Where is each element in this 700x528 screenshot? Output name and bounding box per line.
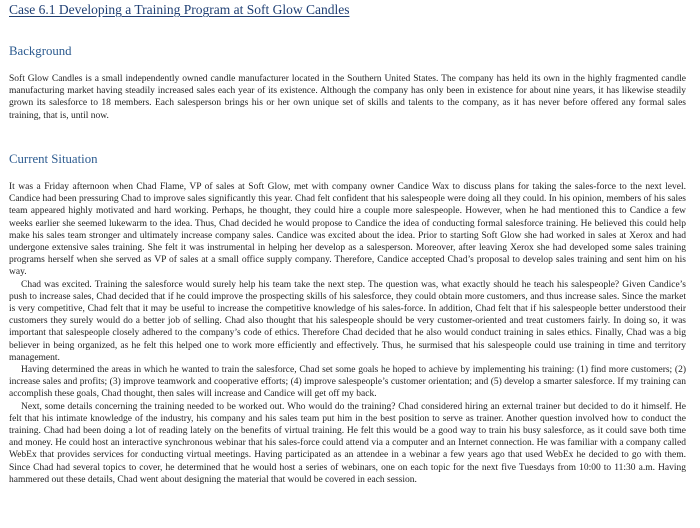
current-situation-heading: Current Situation bbox=[9, 152, 98, 166]
case-title: Case 6.1 Developing a Training Program at Soft Glow Candles bbox=[9, 2, 350, 17]
current-situation-body bbox=[9, 181, 686, 486]
current-situation-paragraph-2: Chad was excited. Training the salesforce would surely help his team take the next step. The question was, what exactly should he teach his salespeople? Given Candice’s push to increase sales, Chad decided that if he could improve the prospecting skills of his salesforce, they could obtain more customers, and thus increase sales. Since the market is very competitive, Chad felt that it may be useful to increase the competitive knowledge of his sales-force. In addition, Chad felt that if his salespeople better understood their customers they surely would do a better job of selling. Chad also thought that his salespeople should be very customer-oriented and treat customers fairly. In doing so, it was important that salespeople closely adhered to the company’s code of ethics. Therefore Chad decided that he also would conduct training in sales ethics. Finally, Chad was a big believer in being organized, as he felt this helped one to work more efficiently and effectively. Thus, he surmised that his salespeople could use training in time and territory management. bbox=[9, 279, 686, 363]
background-heading: Background bbox=[9, 44, 72, 58]
current-situation-paragraph-3: Having determined the areas in which he wanted to train the salesforce, Chad set some goals he hoped to achieve by implementing his training: (1) find more customers; (2) increase sales and profits; (3) improve teamwork and cooperative efforts; (4) improve salespeople’s customer orientation; and (5) develop a smarter salesforce. If my training can accomplish these goals, Chad thought, then sales will increase and Candice will get off my back. bbox=[9, 365, 686, 400]
current-situation-paragraph-1: It was a Friday afternoon when Chad Flame, VP of sales at Soft Glow, met with company owner Candice Wax to discuss plans for taking the sales-force to the next level. Candice had been pressuring Chad to improve sales significantly this year. Chad felt confident that his salespeople were doing all they could. In his opinion, members of his sales team appeared highly motivated and hard working. Perhaps, he thought, they could hire a couple more salespeople. However, when he had mentioned this to Candice a few weeks earlier she seemed lukewarm to the idea. Thus, Chad decided he would propose to Candice the idea of conducting formal salesforce training. He believed this could help make his sales team stronger and ultimately increase company sales. Candice was excited about the idea. Prior to starting Soft Glow she had worked in sales at Xerox and had undergone extensive sales training. She felt it was instrumental in helping her develop as a salesperson. Moreover, after leaving Xerox she had developed some sales training programs herself when she served as VP of sales at a small office supply company. Therefore, Candice accepted Chad’s proposal to develop sales training and sent him on his way. bbox=[9, 182, 686, 278]
current-situation-paragraph-4: Next, some details concerning the training needed to be worked out. Who would do the training? Chad considered hiring an external trainer but decided to do it himself. He felt that his intimate knowledge of the industry, his company and his sales team put him in the best position to serve as trainer. Another question involved how to conduct the training. Chad had been doing a lot of reading lately on the benefits of virtual training. He felt this would be a good way to train his busy salesforce, as it could save both time and money. He could host an interactive synchronous webinar that his sales-force could attend via a computer and an Internet connection. He was familiar with a company called WebEx that provides services for conducting virtual meetings. Having participated as an attendee in a webinar a few years ago that used WebEx he decided to go with them. Since Chad had several topics to cover, he determined that he would host a series of webinars, one on each topic for the next five Tuesdays from 10:00 to 11:30 a.m. Having hammered out these details, Chad went about designing the material that would be covered in each session. bbox=[9, 401, 686, 485]
background-paragraph: Soft Glow Candles is a small independently owned candle manufacturer located in the Southern United States. The company has held its own in the highly fragmented candle manufacturing market having steadily increased sales each year of its existence. Although the company has only been in existence for about nine years, it has likewise steadily grown its salesforce to 18 members. Each salesperson brings his or her own unique set of skills and talents to the company, as it has never before offered any formal sales training, that is, until now. bbox=[9, 74, 686, 121]
